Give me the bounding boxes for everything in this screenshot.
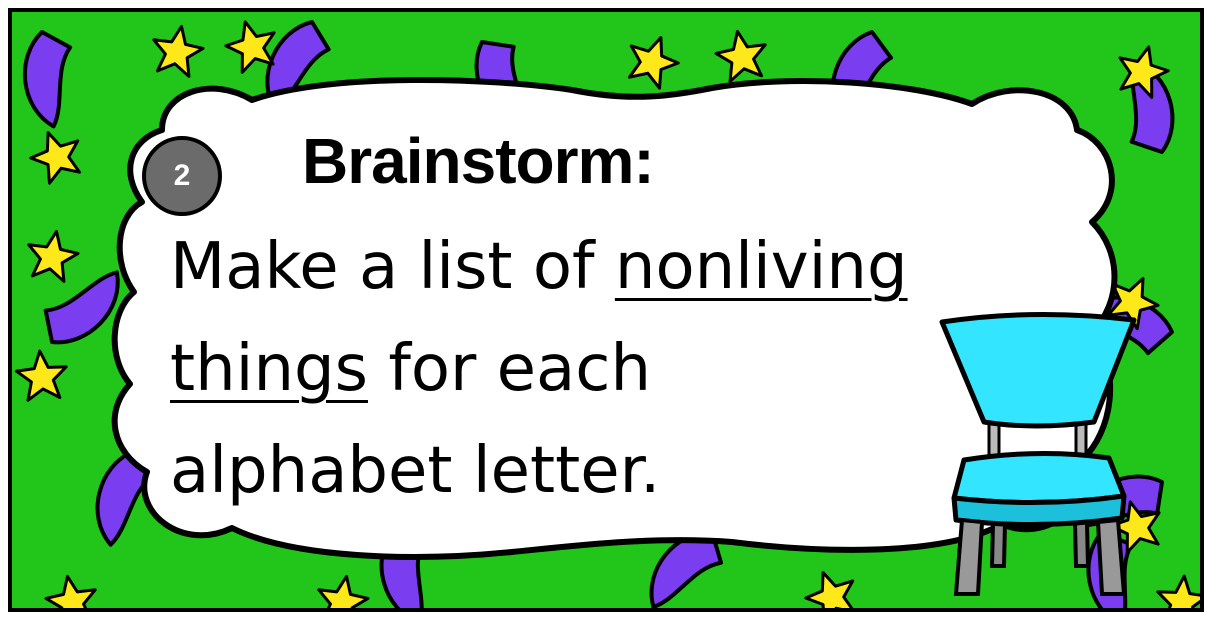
task-card (8, 8, 1204, 612)
instruction-emphasis-things: things (170, 332, 368, 406)
card-title: Brainstorm: (302, 125, 654, 197)
instruction-line1-prefix: Make a list of (170, 230, 615, 304)
instruction-emphasis-nonliving: nonliving (614, 230, 908, 304)
instruction-text (170, 216, 1050, 522)
instruction-line2-suffix: for each (367, 332, 651, 406)
content-layer (12, 12, 1204, 612)
step-number-badge: 2 (142, 136, 222, 216)
instruction-line3: alphabet letter. (170, 434, 661, 508)
chair-icon (934, 310, 1144, 600)
